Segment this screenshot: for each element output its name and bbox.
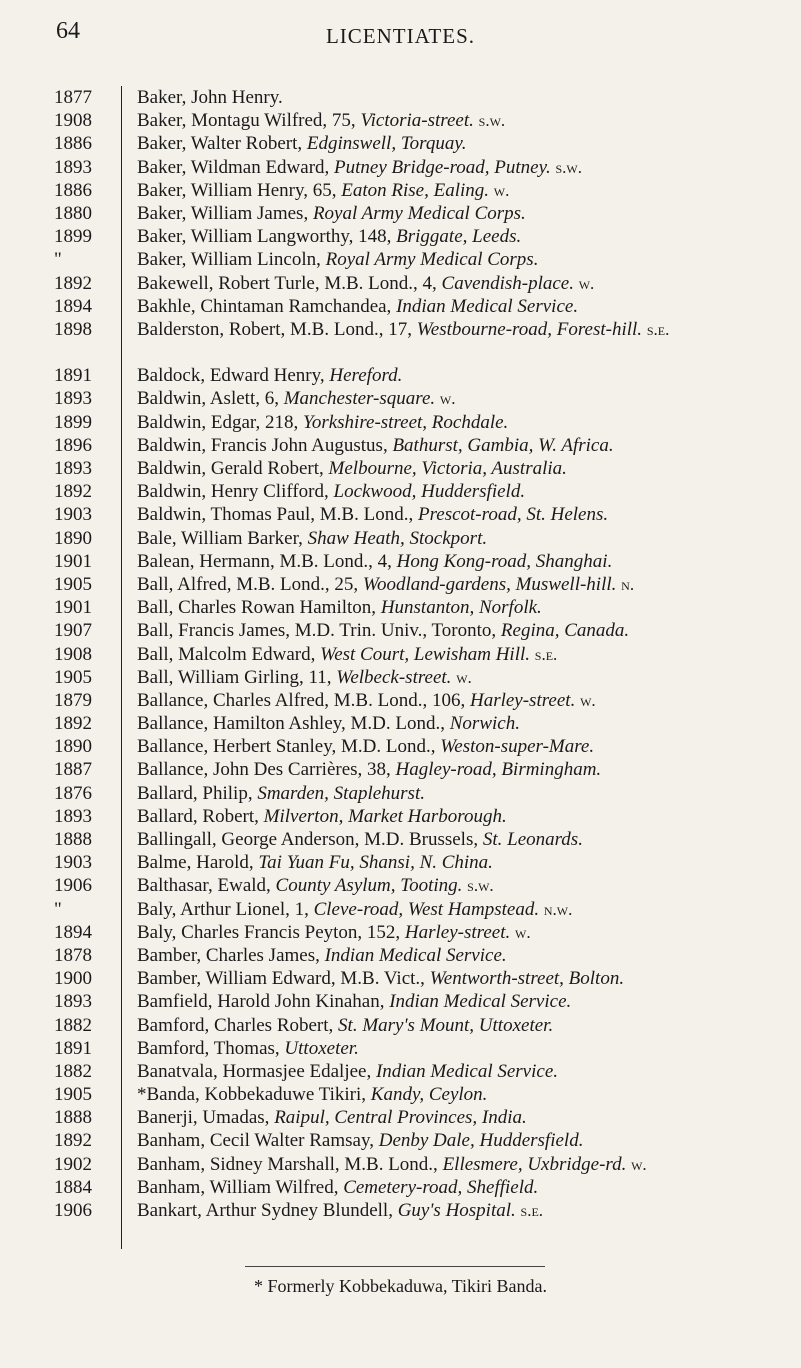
list-item — [137, 202, 777, 225]
footnote: * Formerly Kobbekaduwa, Tikiri Banda. — [254, 1276, 547, 1296]
entry-address: Royal Army Medical Corps. — [325, 249, 539, 271]
entry-name: Bale, William Barker, — [137, 527, 303, 549]
entry-year: 1892 — [54, 481, 92, 503]
list-item — [137, 1153, 777, 1176]
entry-address: Briggate, Leeds. — [396, 226, 522, 248]
list-item — [137, 411, 777, 434]
entries-column — [137, 86, 777, 1222]
entry-name: Baker, John Henry. — [137, 87, 283, 108]
entry-name: Balme, Harold, — [137, 852, 254, 874]
entry-name: Banham, William Wilfred, — [137, 1176, 339, 1198]
entry-postal-district: s.w. — [467, 876, 494, 896]
list-item — [137, 109, 777, 132]
list-item — [137, 457, 777, 480]
list-item — [137, 1083, 777, 1106]
entry-year: 1905 — [54, 666, 92, 688]
entry-year: 1892 — [54, 272, 92, 294]
entry-address: Raipul, Central Provinces, India. — [274, 1107, 527, 1129]
entry-year: 1898 — [54, 318, 92, 340]
list-item — [137, 86, 777, 109]
entry-name: Bamford, Thomas, — [137, 1037, 280, 1059]
entry-name: Ball, Charles Rowan Hamilton, — [137, 597, 377, 619]
list-item — [137, 944, 777, 967]
entry-year: 1891 — [54, 365, 92, 387]
entry-address: County Asylum, Tooting. — [275, 875, 463, 897]
entry-year: 1900 — [54, 968, 92, 990]
entry-year: 1894 — [54, 295, 92, 317]
list-item — [137, 851, 777, 874]
entry-address: Tai Yuan Fu, Shansi, N. China. — [258, 852, 493, 874]
entry-year: 1896 — [54, 434, 92, 456]
entry-name: Ballance, John Des Carrières, 38, — [137, 759, 391, 781]
entry-name: Baldock, Edward Henry, — [137, 365, 325, 387]
entry-address: Cleve-road, West Hampstead. — [313, 898, 540, 920]
list-item — [137, 225, 777, 248]
list-item — [137, 1176, 777, 1199]
list-item — [137, 248, 777, 271]
entry-name: Baly, Charles Francis Peyton, 152, — [137, 921, 401, 943]
entry-postal-district: w. — [580, 690, 596, 710]
entry-year: 1901 — [54, 550, 92, 572]
entry-year: 1892 — [54, 1130, 92, 1152]
entry-year: 1892 — [54, 713, 92, 735]
list-item — [137, 573, 777, 596]
entry-year: 1888 — [54, 829, 92, 851]
list-item — [137, 550, 777, 573]
entry-name: Banatvala, Hormasjee Edaljee, — [137, 1060, 372, 1082]
entry-address: Manchester-square. — [283, 388, 436, 410]
entry-name: Baldwin, Francis John Augustus, — [137, 434, 388, 456]
entry-name: Ball, Alfred, M.B. Lond., 25, — [137, 573, 359, 595]
entry-year: 1893 — [54, 458, 92, 480]
list-item — [137, 782, 777, 805]
entry-name: Banerji, Umadas, — [137, 1107, 270, 1129]
entry-address: Uttoxeter. — [284, 1037, 359, 1059]
entry-address: Eaton Rise, Ealing. — [341, 179, 490, 201]
entry-name: Bakhle, Chintaman Ramchandea, — [137, 295, 392, 317]
entry-address: Bathurst, Gambia, W. Africa. — [392, 434, 614, 456]
entry-postal-district: n. — [621, 574, 635, 594]
entry-name: Ballance, Herbert Stanley, M.D. Lond., — [137, 736, 436, 758]
entry-name: Baker, Wildman Edward, — [137, 156, 330, 178]
entry-year: 1877 — [54, 87, 92, 108]
list-item — [137, 132, 777, 155]
entry-year: 1886 — [54, 179, 92, 201]
entry-year: 1893 — [54, 991, 92, 1013]
entry-postal-district: w. — [493, 180, 510, 200]
entry-name: Ballingall, George Anderson, M.D. Brussels, — [137, 829, 479, 851]
running-head: LICENTIATES. — [325, 24, 476, 48]
list-item — [137, 689, 777, 712]
entry-year: 1882 — [54, 1014, 92, 1036]
entry-address: Yorkshire-street, Rochdale. — [303, 411, 509, 433]
entry-year: 1880 — [54, 202, 92, 224]
entry-name: Ball, Malcolm Edward, — [137, 643, 316, 665]
entry-year: 1908 — [54, 110, 92, 132]
list-item — [137, 272, 777, 295]
entry-year: 1903 — [54, 852, 92, 874]
list-item — [137, 990, 777, 1013]
entry-name: Ballance, Hamilton Ashley, M.D. Lond., — [137, 713, 445, 735]
entry-year: 1907 — [54, 620, 92, 642]
list-item — [137, 805, 777, 828]
entry-name: Baker, Walter Robert, — [137, 133, 303, 155]
entry-name: Balean, Hermann, M.B. Lond., 4, — [137, 550, 392, 572]
entry-address: Wentworth-street, Bolton. — [429, 968, 625, 990]
entry-name: Ball, Francis James, M.D. Trin. Univ., Toronto, — [137, 620, 497, 642]
entry-address: Cemetery-road, Sheffield. — [343, 1176, 539, 1198]
list-item — [137, 434, 777, 457]
list-item — [137, 1014, 777, 1037]
list-item — [137, 387, 777, 410]
list-item — [137, 735, 777, 758]
entry-address: Melbourne, Victoria, Australia. — [328, 458, 567, 480]
entry-year: 1886 — [54, 133, 92, 155]
entry-year: 1894 — [54, 921, 92, 943]
entry-address: Guy's Hospital. — [397, 1200, 516, 1222]
entry-address: Harley-street. — [469, 689, 576, 711]
list-item — [137, 1060, 777, 1083]
list-item — [137, 480, 777, 503]
page-number: 64 — [56, 18, 80, 44]
entry-name: Baker, William James, — [137, 202, 309, 224]
entry-name: Baldwin, Gerald Robert, — [137, 458, 324, 480]
list-item — [137, 758, 777, 781]
entry-year: 1887 — [54, 759, 92, 781]
list-item — [137, 1199, 777, 1222]
entry-name: Bamfield, Harold John Kinahan, — [137, 991, 385, 1013]
footnote-rule — [245, 1266, 545, 1267]
entry-postal-district: w. — [456, 667, 472, 687]
entry-name: Baker, William Henry, 65, — [137, 179, 337, 201]
entry-postal-district: w. — [515, 922, 531, 942]
entry-address: St. Leonards. — [482, 829, 583, 851]
entry-year: 1890 — [54, 736, 92, 758]
entry-address: Smarden, Staplehurst. — [257, 782, 425, 804]
list-item — [137, 364, 777, 387]
entry-address: Shaw Heath, Stockport. — [307, 527, 488, 549]
entry-address: Hunstanton, Norfolk. — [380, 597, 542, 619]
entry-address: Cavendish-place. — [441, 272, 574, 294]
entry-year: 1893 — [54, 388, 92, 410]
entry-year: 1888 — [54, 1107, 92, 1129]
entry-name: Bamber, Charles James, — [137, 944, 320, 966]
entry-name: Baldwin, Thomas Paul, M.B. Lond., — [137, 504, 414, 526]
entry-address: Indian Medical Service. — [396, 295, 579, 317]
entry-address: Welbeck-street. — [336, 666, 452, 688]
list-item — [137, 295, 777, 318]
entry-name: Banham, Cecil Walter Ramsay, — [137, 1130, 374, 1152]
entry-name: Baker, Montagu Wilfred, 75, — [137, 110, 356, 132]
entry-year: 1878 — [54, 944, 92, 966]
list-item — [137, 1129, 777, 1152]
entry-address: Ellesmere, Uxbridge-rd. — [442, 1153, 627, 1175]
list-item — [137, 1037, 777, 1060]
list-item — [137, 712, 777, 735]
entry-year: 1893 — [54, 156, 92, 178]
list-item — [137, 898, 777, 921]
entry-year: 1882 — [54, 1060, 92, 1082]
entry-name: *Banda, Kobbekaduwe Tikiri, — [137, 1084, 367, 1106]
entry-postal-district: s.w. — [478, 111, 506, 131]
entry-name: Ballard, Robert, — [137, 805, 259, 827]
entry-name: Ball, William Girling, 11, — [137, 666, 332, 688]
entry-postal-district: w. — [631, 1154, 647, 1174]
entry-address: Indian Medical Service. — [375, 1060, 558, 1082]
entry-address: Milverton, Market Harborough. — [263, 805, 507, 827]
list-item — [137, 503, 777, 526]
entry-year: 1906 — [54, 1200, 92, 1222]
entry-address: West Court, Lewisham Hill. — [320, 643, 531, 665]
entry-address: Indian Medical Service. — [389, 991, 572, 1013]
entry-name: Bankart, Arthur Sydney Blundell, — [137, 1200, 393, 1222]
list-item — [137, 967, 777, 990]
list-item — [137, 921, 777, 944]
list-item — [137, 596, 777, 619]
entry-address: Regina, Canada. — [500, 620, 630, 642]
entry-address: Putney Bridge-road, Putney. — [334, 156, 551, 178]
entry-year: " — [54, 898, 62, 920]
entry-postal-district: s.w. — [555, 157, 582, 177]
entry-address: Lockwood, Huddersfield. — [333, 481, 526, 503]
entry-name: Baly, Arthur Lionel, 1, — [137, 898, 309, 920]
entry-year: 1908 — [54, 643, 92, 665]
entry-name: Bamford, Charles Robert, — [137, 1014, 334, 1036]
entry-postal-district: n.w. — [543, 899, 573, 919]
entry-name: Baldwin, Aslett, 6, — [137, 388, 279, 410]
list-item — [137, 318, 777, 364]
entry-year: 1893 — [54, 805, 92, 827]
entry-name: Ballance, Charles Alfred, M.B. Lond., 106, — [137, 689, 466, 711]
entry-year: 1891 — [54, 1037, 92, 1059]
entry-name: Balthasar, Ewald, — [137, 875, 271, 897]
entry-name: Ballard, Philip, — [137, 782, 253, 804]
entry-address: Royal Army Medical Corps. — [312, 202, 526, 224]
entry-postal-district: w. — [439, 389, 456, 409]
list-item — [137, 1106, 777, 1129]
entry-address: Denby Dale, Huddersfield. — [378, 1130, 584, 1152]
list-item — [137, 874, 777, 897]
entry-name: Banham, Sidney Marshall, M.B. Lond., — [137, 1153, 438, 1175]
entry-address: Woodland-gardens, Muswell-hill. — [362, 573, 617, 595]
list-item — [137, 828, 777, 851]
entry-year: 1905 — [54, 1084, 92, 1106]
entry-address: Westbourne-road, Forest-hill. — [416, 318, 643, 340]
entry-name: Baldwin, Henry Clifford, — [137, 481, 329, 503]
entry-postal-district: s.e. — [646, 319, 670, 339]
entry-year: 1901 — [54, 597, 92, 619]
list-item — [137, 619, 777, 642]
entry-year: " — [54, 249, 62, 271]
column-rule — [121, 86, 122, 1249]
entry-year: 1879 — [54, 689, 92, 711]
entry-postal-district: s.e. — [520, 1201, 544, 1221]
entry-address: Weston-super-Mare. — [440, 736, 595, 758]
entry-year: 1905 — [54, 573, 92, 595]
entry-name: Bakewell, Robert Turle, M.B. Lond., 4, — [137, 272, 437, 294]
list-item — [137, 643, 777, 666]
entry-address: Hagley-road, Birmingham. — [395, 759, 602, 781]
list-item — [137, 666, 777, 689]
entry-address: Victoria-street. — [360, 110, 474, 132]
entry-year: 1890 — [54, 527, 92, 549]
entry-address: Hong Kong-road, Shanghai. — [396, 550, 613, 572]
entry-address: Indian Medical Service. — [324, 944, 507, 966]
entry-year: 1899 — [54, 226, 92, 248]
entry-name: Baker, William Lincoln, — [137, 249, 321, 271]
entry-address: Harley-street. — [404, 921, 511, 943]
list-item — [137, 156, 777, 179]
entry-name: Baker, William Langworthy, 148, — [137, 226, 392, 248]
entry-address: Edginswell, Torquay. — [306, 133, 467, 155]
entry-year: 1884 — [54, 1176, 92, 1198]
entry-postal-district: s.e. — [534, 644, 558, 664]
entry-name: Balderston, Robert, M.B. Lond., 17, — [137, 318, 412, 340]
entry-postal-district: w. — [578, 273, 595, 293]
list-item — [137, 527, 777, 550]
entry-name: Bamber, William Edward, M.B. Vict., — [137, 968, 425, 990]
year-column — [54, 86, 116, 1222]
entry-address: Prescot-road, St. Helens. — [417, 504, 609, 526]
entry-address: Hereford. — [329, 365, 403, 387]
entry-year: 1903 — [54, 504, 92, 526]
entry-year: 1899 — [54, 411, 92, 433]
entry-address: Norwich. — [449, 713, 520, 735]
entry-year: 1876 — [54, 782, 92, 804]
entry-year: 1902 — [54, 1153, 92, 1175]
entry-year: 1906 — [54, 875, 92, 897]
entry-address: Kandy, Ceylon. — [370, 1084, 488, 1106]
entry-address: St. Mary's Mount, Uttoxeter. — [338, 1014, 554, 1036]
list-item — [137, 179, 777, 202]
entry-name: Baldwin, Edgar, 218, — [137, 411, 299, 433]
